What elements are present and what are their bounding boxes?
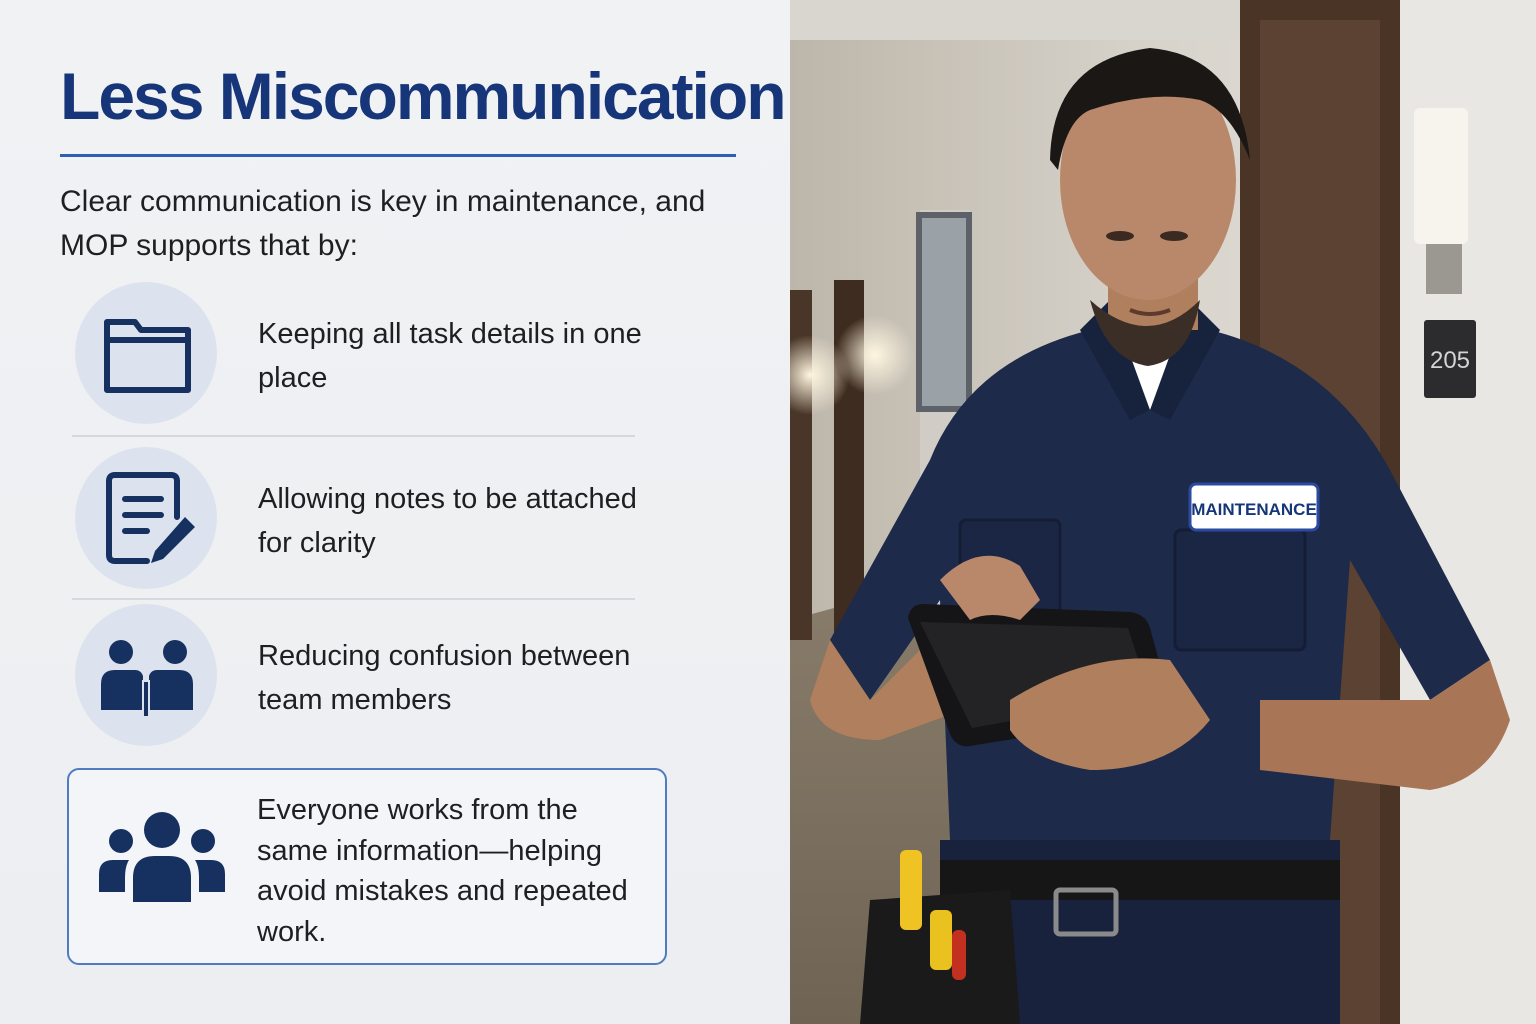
callout-text: Everyone works from the same information—helping avoid mistakes and repeated work. bbox=[257, 794, 628, 948]
intro-text: Clear communication is key in maintenance, and MOP supports that by: bbox=[60, 185, 706, 262]
list-item-text: Allowing notes to be attached for clarity bbox=[258, 483, 637, 559]
team-members-icon bbox=[75, 604, 217, 746]
note-edit-icon bbox=[75, 447, 217, 589]
title-underline bbox=[60, 154, 736, 157]
page-title: Less Miscommunication bbox=[60, 59, 785, 133]
list-item-text: Keeping all task details in one place bbox=[258, 318, 642, 394]
divider bbox=[72, 435, 635, 437]
room-number: 205 bbox=[1429, 347, 1471, 374]
divider bbox=[72, 598, 635, 600]
name-patch: MAINTENANCE bbox=[1191, 500, 1317, 519]
list-item-text: Reducing confusion between team members bbox=[258, 640, 631, 716]
callout-box bbox=[67, 768, 667, 965]
folder-icon bbox=[75, 282, 217, 424]
technician-photo bbox=[790, 0, 1536, 1024]
group-icon bbox=[97, 808, 227, 913]
